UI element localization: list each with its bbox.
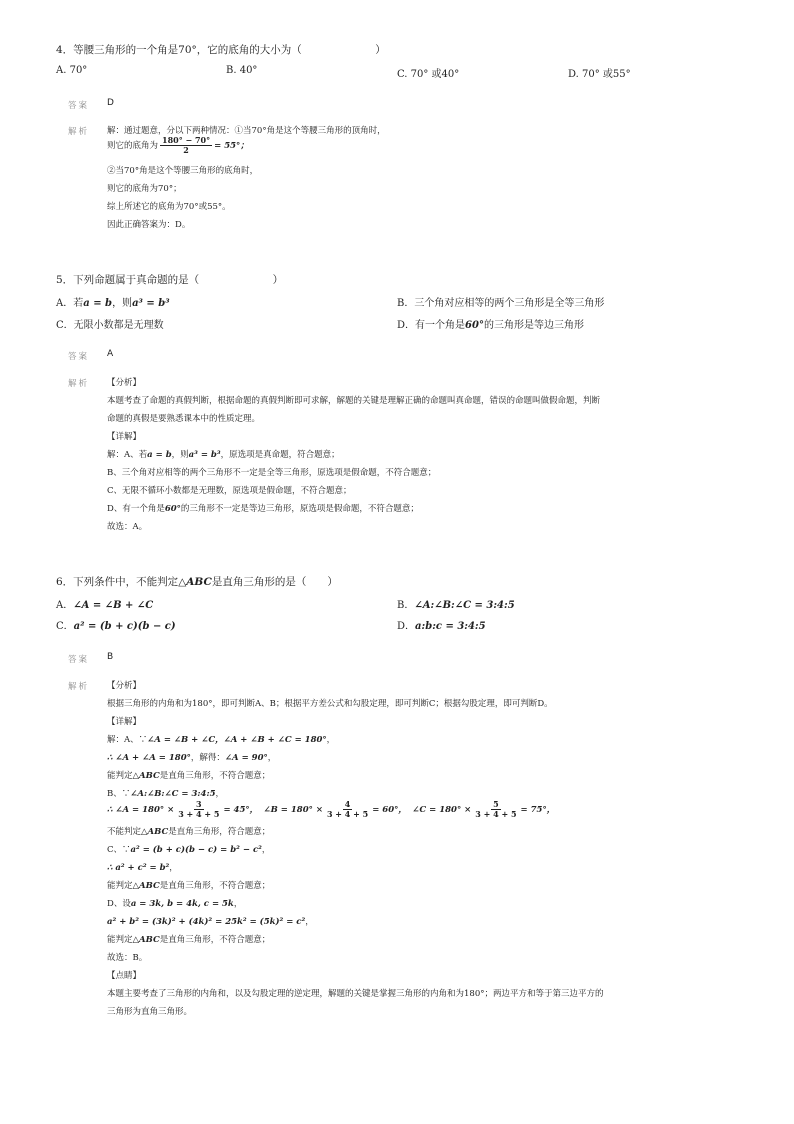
q5-answer-label: 答案 — [68, 352, 90, 362]
q5-detail-5: 故选：A。 — [107, 522, 148, 532]
q5-analysis-heading: 【分析】 — [107, 378, 142, 388]
q6-detail-12: 能判定△ABC是直角三角形，不符合题意； — [107, 935, 271, 945]
q6-analysis-heading: 【分析】 — [107, 681, 142, 691]
q6-detail-3: 能判定△ABC是直角三角形，不符合题意； — [107, 771, 271, 781]
q6-option-c: C．a² = (b + c)(b − c) — [56, 621, 176, 632]
q6-option-b: B．∠A:∠B:∠C = 3:4:5 — [397, 600, 515, 611]
q6-detail-1: 解：A、∵∠A = ∠B + ∠C，∠A + ∠B + ∠C = 180°， — [107, 735, 336, 745]
q6-comment-p2: 三角形为直角三角形。 — [107, 1007, 193, 1017]
q6-analysis-p1: 根据三角形的内角和为180°，即可判断A、B；根据平方差公式和勾股定理，即可判断C；根据勾股定理，即可判断D。 — [107, 699, 553, 709]
q5-detail-3: C、无限不循环小数都是无理数，原选项是假命题，不符合题意； — [107, 486, 352, 496]
q5-analysis-p2: 命题的真假是要熟悉课本中的性质定理。 — [107, 414, 261, 424]
q6-detail-5: ∴ ∠A = 180° × $\frac{3}{3 + 4 + 5}$ = 45°， ∠B = 180° × $\frac{4}{3 + 4 + 5}$ = 60°， ∠C = 180° × $\frac{5}{3 + 4 + 5}$ = 75°， — [107, 799, 556, 819]
q6-detail-4: B、∵∠A:∠B:∠C = 3:4:5， — [107, 789, 225, 799]
q4-analysis-label: 解析 — [68, 127, 90, 137]
q5-analysis-p1: 本题考查了命题的真假判断，根据命题的真假判断即可求解，解题的关键是理解正确的命题叫真命题，错误的命题叫做假命题，判断 — [107, 396, 601, 406]
q5-analysis-label: 解析 — [68, 379, 90, 389]
q4-option-a: A. 70° — [56, 65, 88, 76]
q4-line-1: 解：通过题意，分以下两种情况：①当70°角是这个等腰三角形的顶角时， — [107, 126, 386, 136]
q5-detail-2: B、三个角对应相等的两个三角形不一定是全等三角形，原选项是假命题，不符合题意； — [107, 468, 437, 478]
q6-option-d: D．a:b:c = 3:4:5 — [397, 621, 486, 632]
q6-answer: B — [107, 652, 114, 662]
q6-detail-heading: 【详解】 — [107, 717, 142, 727]
q6-stem: 6．下列条件中，不能判定△ABC是直角三角形的是（ ） — [56, 576, 338, 588]
q6-detail-7: C、∵a² = (b + c)(b − c) = b² − c²， — [107, 845, 271, 855]
q6-detail-6: 不能判定△ABC是直角三角形，符合题意； — [107, 827, 271, 837]
q4-answer-label: 答案 — [68, 101, 90, 111]
q5-detail-1: 解：A、若a = b，则a³ = b³，原选项是真命题，符合题意； — [107, 450, 340, 460]
q6-fraction-c: $\frac{5}{3 + 4 + 5}$ — [475, 799, 517, 819]
q4-option-c: C. 70° 或40° — [397, 69, 460, 80]
q6-fraction-a: $\frac{3}{3 + 4 + 5}$ — [178, 799, 220, 819]
q5-detail-heading: 【详解】 — [107, 432, 142, 442]
q4-stem: 4．等腰三角形的一个角是70°，它的底角的大小为（ ） — [56, 44, 386, 56]
q5-detail-4: D、有一个角是60°的三角形不一定是等边三角形，原选项是假命题，不符合题意； — [107, 504, 419, 514]
q4-line-4: 则它的底角为70°； — [107, 184, 182, 194]
q6-analysis-label: 解析 — [68, 682, 90, 692]
q4-line-3: ②当70°角是这个等腰三角形的底角时， — [107, 166, 259, 176]
q5-option-b: B．三个角对应相等的两个三角形是全等三角形 — [397, 298, 605, 309]
q5-answer: A — [107, 349, 114, 359]
q6-option-a: A．∠A = ∠B + ∠C — [56, 600, 154, 611]
q6-detail-13: 故选：B。 — [107, 953, 148, 963]
q4-line-6: 因此正确答案为：D。 — [107, 220, 191, 230]
q4-answer: D — [107, 98, 114, 108]
q4-option-b: B. 40° — [226, 65, 258, 76]
q6-detail-8: ∴ a² + c² = b²， — [107, 863, 178, 873]
q6-answer-label: 答案 — [68, 655, 90, 665]
q5-option-a: A．若a = b，则a³ = b³ — [56, 298, 170, 309]
q6-comment-heading: 【点睛】 — [107, 971, 142, 981]
q6-detail-11: a² + b² = (3k)² + (4k)² = 25k² = (5k)² = c²， — [107, 917, 314, 927]
q4-line-2: 则它的底角为 $\frac{180^\circ - 70^\circ}{2}$ = 55°； — [107, 135, 249, 155]
q4-fraction: $\frac{180^\circ - 70^\circ}{2}$ — [162, 135, 211, 155]
q6-detail-9: 能判定△ABC是直角三角形，不符合题意； — [107, 881, 271, 891]
q5-option-c: C．无限小数都是无理数 — [56, 320, 164, 331]
q6-comment-p1: 本题主要考查了三角形的内角和，以及勾股定理的逆定理，解题的关键是掌握三角形的内角和为180°；两边平方和等于第三边平方的 — [107, 989, 604, 999]
q4-option-d: D. 70° 或55° — [568, 69, 631, 80]
q6-fraction-b: $\frac{4}{3 + 4 + 5}$ — [326, 799, 369, 819]
q5-stem: 5．下列命题属于真命题的是（ ） — [56, 274, 284, 286]
q5-option-d: D．有一个角是60°的三角形是等边三角形 — [397, 320, 584, 331]
q6-detail-2: ∴ ∠A + ∠A = 180°，解得：∠A = 90°， — [107, 753, 277, 763]
q6-detail-10: D、设a = 3k, b = 4k, c = 5k， — [107, 899, 243, 909]
q4-line-5: 综上所述它的底角为70°或55°。 — [107, 202, 231, 212]
